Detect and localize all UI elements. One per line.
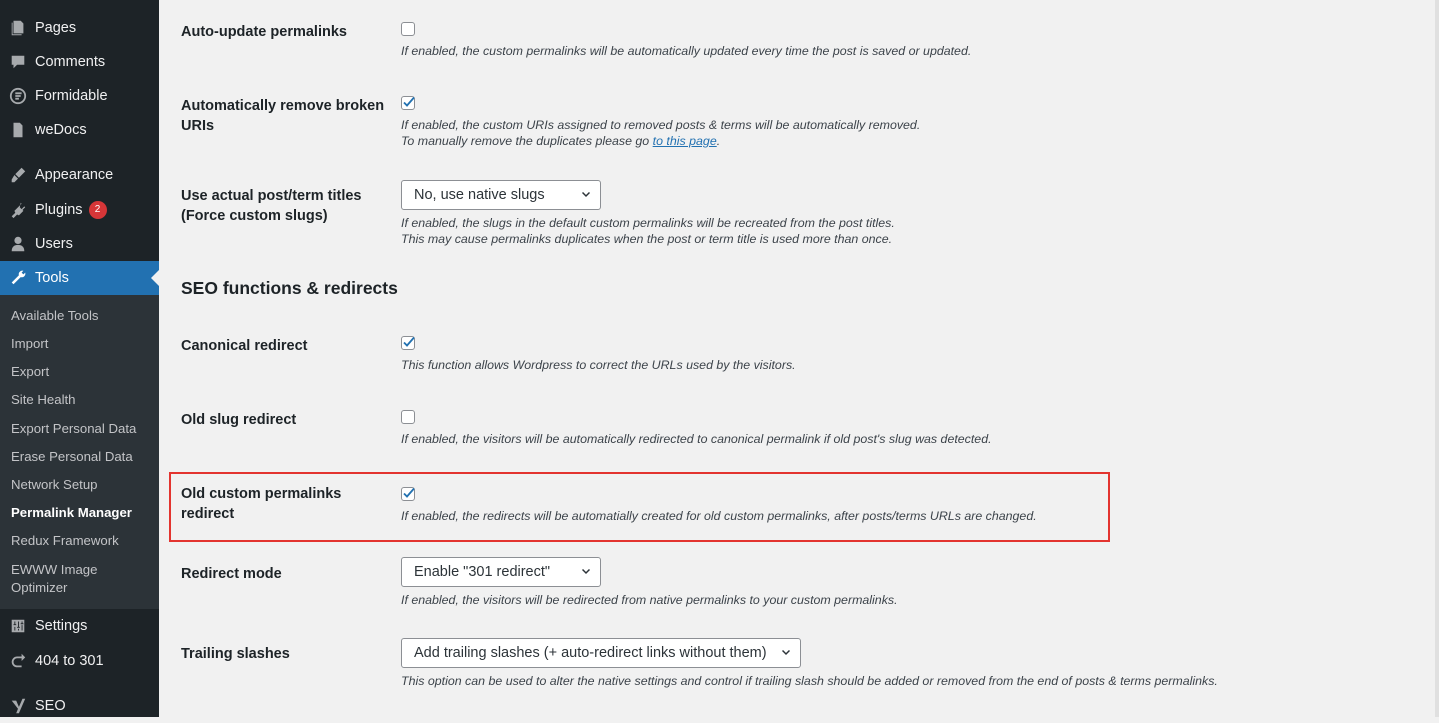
menu-label: Comments — [35, 54, 106, 70]
menu-item-seo[interactable] — [0, 689, 159, 723]
chevron-down-icon — [582, 190, 590, 198]
canonical-description: This function allows Wordpress to correct the URLs used by the visitors. — [401, 358, 796, 372]
remove-broken-label-line1: Automatically remove broken — [181, 98, 385, 114]
trailing-slashes-select[interactable] — [401, 638, 801, 668]
old-slug-label: Old slug redirect — [181, 412, 297, 428]
formidable-icon — [0, 87, 35, 105]
checkmark-icon — [401, 94, 417, 110]
actual-titles-label-line2: (Force custom slugs) — [181, 208, 328, 224]
menu-label: Settings — [35, 618, 88, 634]
tools-submenu — [0, 295, 159, 609]
old-custom-label-line1: Old custom permalinks — [181, 486, 342, 502]
old-custom-checkbox[interactable] — [401, 487, 415, 501]
current-menu-arrow — [151, 270, 159, 286]
trailing-slashes-description: This option can be used to alter the native settings and control if trailing slash should be added or removed from the end of posts & terms permalinks. — [401, 674, 1218, 688]
remove-broken-desc-line1: If enabled, the custom URIs assigned to removed posts & terms will be automatically removed. — [401, 118, 921, 132]
plugins-icon — [0, 201, 35, 219]
actual-titles-select-value: No, use native slugs — [414, 187, 545, 203]
menu-item-pages[interactable] — [0, 11, 159, 45]
submenu-permalink-manager[interactable]: Permalink Manager — [11, 505, 132, 520]
submenu-export[interactable]: Export — [11, 364, 50, 379]
redirect-icon — [0, 652, 35, 670]
menu-label: Appearance — [35, 167, 114, 183]
menu-item-settings[interactable] — [0, 609, 159, 643]
old-slug-checkbox[interactable] — [401, 410, 415, 424]
submenu-ewww-image[interactable]: EWWW Image — [11, 562, 98, 577]
canonical-label: Canonical redirect — [181, 338, 308, 354]
remove-broken-label — [181, 96, 384, 136]
old-custom-label-line2: redirect — [181, 506, 235, 522]
seo-section-title: SEO functions & redirects — [181, 278, 398, 298]
actual-titles-label-line1: Use actual post/term titles — [181, 188, 362, 204]
menu-item-wedocs[interactable] — [0, 113, 159, 147]
remove-broken-desc-end: . — [716, 134, 721, 148]
remove-broken-label-line2: URIs — [181, 118, 215, 134]
menu-item-formidable[interactable] — [0, 79, 159, 113]
appearance-icon — [0, 166, 35, 184]
checkmark-icon — [401, 485, 417, 501]
old-custom-label — [181, 484, 341, 524]
submenu-import[interactable]: Import — [11, 336, 49, 351]
old-custom-description: If enabled, the redirects will be automatially created for old custom permalinks, after posts/terms URLs are changed. — [401, 509, 1037, 523]
actual-titles-desc-line1: If enabled, the slugs in the default custom permalinks will be recreated from the post titles. — [401, 216, 895, 230]
remove-broken-description — [401, 117, 920, 149]
tools-icon — [0, 269, 35, 287]
admin-sidebar — [0, 0, 159, 717]
menu-label: 404 to 301 — [35, 653, 104, 669]
menu-item-plugins[interactable] — [0, 193, 159, 227]
trailing-slashes-select-value: Add trailing slashes (+ auto-redirect links without them) — [414, 645, 767, 661]
menu-label: Plugins — [35, 202, 83, 218]
redirect-mode-description: If enabled, the visitors will be redirected from native permalinks to your custom permalinks. — [401, 593, 898, 607]
menu-label: weDocs — [35, 122, 87, 138]
submenu-redux-framework[interactable]: Redux Framework — [11, 533, 119, 548]
scrollbar[interactable] — [1435, 0, 1439, 717]
auto-update-description: If enabled, the custom permalinks will be automatically updated every time the post is saved or updated. — [401, 44, 972, 58]
menu-item-404-to-301[interactable] — [0, 644, 159, 678]
auto-update-label: Auto-update permalinks — [181, 24, 347, 40]
plugins-update-badge: 2 — [89, 201, 107, 219]
actual-titles-description — [401, 215, 895, 247]
actual-titles-label — [181, 186, 362, 226]
duplicates-page-link[interactable]: to this page — [652, 134, 717, 148]
submenu-network-setup[interactable]: Network Setup — [11, 477, 98, 492]
actual-titles-select[interactable] — [401, 180, 601, 210]
redirect-mode-select-value: Enable "301 redirect" — [414, 564, 551, 580]
menu-item-comments[interactable] — [0, 45, 159, 79]
remove-broken-desc-text: To manually remove the duplicates please go — [401, 134, 653, 148]
settings-content — [159, 0, 1439, 717]
submenu-erase-personal-data[interactable]: Erase Personal Data — [11, 449, 133, 464]
checkmark-icon — [401, 334, 417, 350]
old-slug-description: If enabled, the visitors will be automatically redirected to canonical permalink if old post's slug was detected. — [401, 432, 992, 446]
submenu-export-personal-data[interactable]: Export Personal Data — [11, 421, 137, 436]
actual-titles-desc-line2: This may cause permalinks duplicates when the post or term title is used more than once. — [401, 232, 893, 246]
canonical-checkbox[interactable] — [401, 336, 415, 350]
wedocs-icon — [0, 121, 35, 139]
users-icon — [0, 235, 35, 253]
menu-label: Pages — [35, 20, 77, 36]
comments-icon — [0, 53, 35, 71]
trailing-slashes-label: Trailing slashes — [181, 646, 290, 662]
menu-label: Tools — [35, 270, 69, 286]
menu-label: Formidable — [35, 88, 108, 104]
submenu-site-health[interactable]: Site Health — [11, 392, 76, 407]
redirect-mode-select[interactable] — [401, 557, 601, 587]
chevron-down-icon — [582, 567, 590, 575]
menu-label: SEO — [35, 698, 66, 714]
pages-icon — [0, 19, 35, 37]
menu-label: Users — [35, 236, 73, 252]
remove-broken-desc-line2 — [401, 133, 920, 149]
menu-item-tools[interactable] — [0, 261, 159, 295]
menu-item-appearance[interactable] — [0, 158, 159, 192]
menu-item-users[interactable] — [0, 227, 159, 261]
remove-broken-checkbox[interactable] — [401, 96, 415, 110]
submenu-ewww-optimizer[interactable]: Optimizer — [11, 580, 68, 595]
redirect-mode-label: Redirect mode — [181, 566, 282, 582]
yoast-icon — [0, 697, 35, 715]
settings-icon — [0, 617, 35, 635]
auto-update-checkbox[interactable] — [401, 22, 415, 36]
submenu-available-tools[interactable]: Available Tools — [11, 308, 99, 323]
chevron-down-icon — [782, 648, 790, 656]
